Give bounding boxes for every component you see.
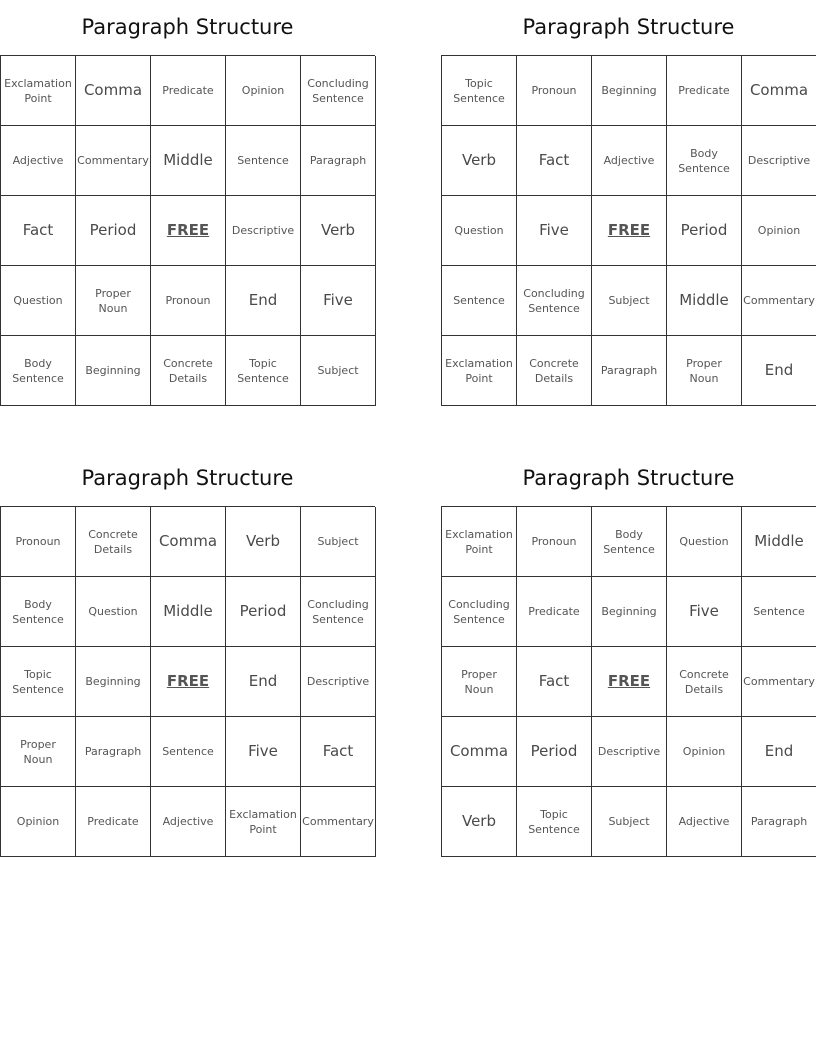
bingo-cell: Topic Sentence <box>1 647 76 717</box>
free-space-cell: FREE <box>592 196 667 266</box>
bingo-card-3 <box>0 451 375 857</box>
bingo-cell: Five <box>667 577 742 647</box>
bingo-card-2 <box>441 0 816 406</box>
bingo-cell: Opinion <box>742 196 816 266</box>
bingo-cell: Opinion <box>1 787 76 857</box>
bingo-cell: End <box>742 717 816 787</box>
bingo-cell: Beginning <box>592 56 667 126</box>
bingo-cell: Question <box>442 196 517 266</box>
bingo-cell: Paragraph <box>76 717 151 787</box>
bingo-cell: Subject <box>301 336 376 406</box>
bingo-cell: Concluding Sentence <box>301 577 376 647</box>
bingo-cell: Fact <box>517 647 592 717</box>
bingo-cell: Period <box>517 717 592 787</box>
card-title: Paragraph Structure <box>522 466 735 490</box>
bingo-cell: Question <box>667 507 742 577</box>
bingo-cell: Predicate <box>667 56 742 126</box>
bingo-cell: Concluding Sentence <box>442 577 517 647</box>
bingo-cell: Concluding Sentence <box>517 266 592 336</box>
bingo-cell: Fact <box>1 196 76 266</box>
bingo-cell: Predicate <box>151 56 226 126</box>
bingo-cell: Proper Noun <box>1 717 76 787</box>
bingo-card-4 <box>441 451 816 857</box>
bingo-cell: Verb <box>442 787 517 857</box>
bingo-cell: Comma <box>151 507 226 577</box>
bingo-cell: Period <box>76 196 151 266</box>
bingo-cell: Verb <box>226 507 301 577</box>
bingo-cell: Pronoun <box>151 266 226 336</box>
bingo-cell: Beginning <box>76 647 151 717</box>
bingo-cell: Subject <box>592 266 667 336</box>
bingo-cell: Middle <box>742 507 816 577</box>
bingo-grid <box>441 55 816 406</box>
bingo-cell: Fact <box>517 126 592 196</box>
bingo-cell: Concrete Details <box>76 507 151 577</box>
bingo-cell: Beginning <box>76 336 151 406</box>
card-title: Paragraph Structure <box>522 15 735 39</box>
bingo-cell: End <box>742 336 816 406</box>
bingo-cell: Sentence <box>226 126 301 196</box>
bingo-cell: Sentence <box>442 266 517 336</box>
bingo-cell: End <box>226 266 301 336</box>
bingo-cell: Topic Sentence <box>442 56 517 126</box>
bingo-cell: Adjective <box>667 787 742 857</box>
bingo-cell: Middle <box>667 266 742 336</box>
bingo-cell: Concrete Details <box>667 647 742 717</box>
bingo-cell: Adjective <box>151 787 226 857</box>
bingo-cell: Comma <box>442 717 517 787</box>
free-space-cell: FREE <box>592 647 667 717</box>
bingo-cell: Paragraph <box>742 787 816 857</box>
bingo-cell: Beginning <box>592 577 667 647</box>
bingo-cell: Commentary <box>742 266 816 336</box>
free-space-cell: FREE <box>151 647 226 717</box>
bingo-cell: Five <box>517 196 592 266</box>
bingo-cell: Sentence <box>742 577 816 647</box>
bingo-cell: Five <box>226 717 301 787</box>
bingo-cell: Proper Noun <box>76 266 151 336</box>
bingo-cell: Pronoun <box>517 507 592 577</box>
bingo-cell: Adjective <box>1 126 76 196</box>
bingo-cell: Body Sentence <box>1 336 76 406</box>
bingo-cell: Topic Sentence <box>226 336 301 406</box>
bingo-cell: Proper Noun <box>442 647 517 717</box>
bingo-cell: Descriptive <box>592 717 667 787</box>
bingo-cell: Comma <box>76 56 151 126</box>
bingo-cell: Proper Noun <box>667 336 742 406</box>
bingo-cell: Opinion <box>667 717 742 787</box>
bingo-cell: Topic Sentence <box>517 787 592 857</box>
card-title: Paragraph Structure <box>81 466 294 490</box>
bingo-cell: Paragraph <box>301 126 376 196</box>
bingo-cell: Descriptive <box>742 126 816 196</box>
bingo-cell: Middle <box>151 577 226 647</box>
bingo-cell: Predicate <box>76 787 151 857</box>
free-space-cell: FREE <box>151 196 226 266</box>
bingo-cell: Question <box>76 577 151 647</box>
bingo-cell: Opinion <box>226 56 301 126</box>
bingo-cell: Exclamation Point <box>1 56 76 126</box>
bingo-cell: Commentary <box>301 787 376 857</box>
bingo-cell: Fact <box>301 717 376 787</box>
bingo-cell: Concrete Details <box>517 336 592 406</box>
bingo-cell: Commentary <box>742 647 816 717</box>
bingo-cell: Pronoun <box>517 56 592 126</box>
bingo-cell: Period <box>667 196 742 266</box>
bingo-cell: Verb <box>301 196 376 266</box>
bingo-cell: Question <box>1 266 76 336</box>
bingo-cell: Period <box>226 577 301 647</box>
bingo-cell: Exclamation Point <box>442 507 517 577</box>
bingo-cell: End <box>226 647 301 717</box>
bingo-cell: Predicate <box>517 577 592 647</box>
bingo-grid <box>441 506 816 857</box>
bingo-cell: Pronoun <box>1 507 76 577</box>
bingo-cell: Verb <box>442 126 517 196</box>
bingo-cell: Body Sentence <box>667 126 742 196</box>
bingo-cell: Body Sentence <box>592 507 667 577</box>
bingo-cell: Sentence <box>151 717 226 787</box>
bingo-cell: Comma <box>742 56 816 126</box>
bingo-cell: Descriptive <box>226 196 301 266</box>
bingo-cell: Adjective <box>592 126 667 196</box>
bingo-cell: Exclamation Point <box>226 787 301 857</box>
bingo-cell: Descriptive <box>301 647 376 717</box>
bingo-grid <box>0 55 375 406</box>
bingo-cell: Concrete Details <box>151 336 226 406</box>
bingo-card-1 <box>0 0 375 406</box>
bingo-cell: Subject <box>592 787 667 857</box>
bingo-cell: Body Sentence <box>1 577 76 647</box>
bingo-cell: Paragraph <box>592 336 667 406</box>
bingo-cell: Commentary <box>76 126 151 196</box>
bingo-cell: Middle <box>151 126 226 196</box>
bingo-cell: Subject <box>301 507 376 577</box>
bingo-cell: Concluding Sentence <box>301 56 376 126</box>
bingo-grid <box>0 506 375 857</box>
bingo-cell: Five <box>301 266 376 336</box>
card-title: Paragraph Structure <box>81 15 294 39</box>
bingo-cell: Exclamation Point <box>442 336 517 406</box>
